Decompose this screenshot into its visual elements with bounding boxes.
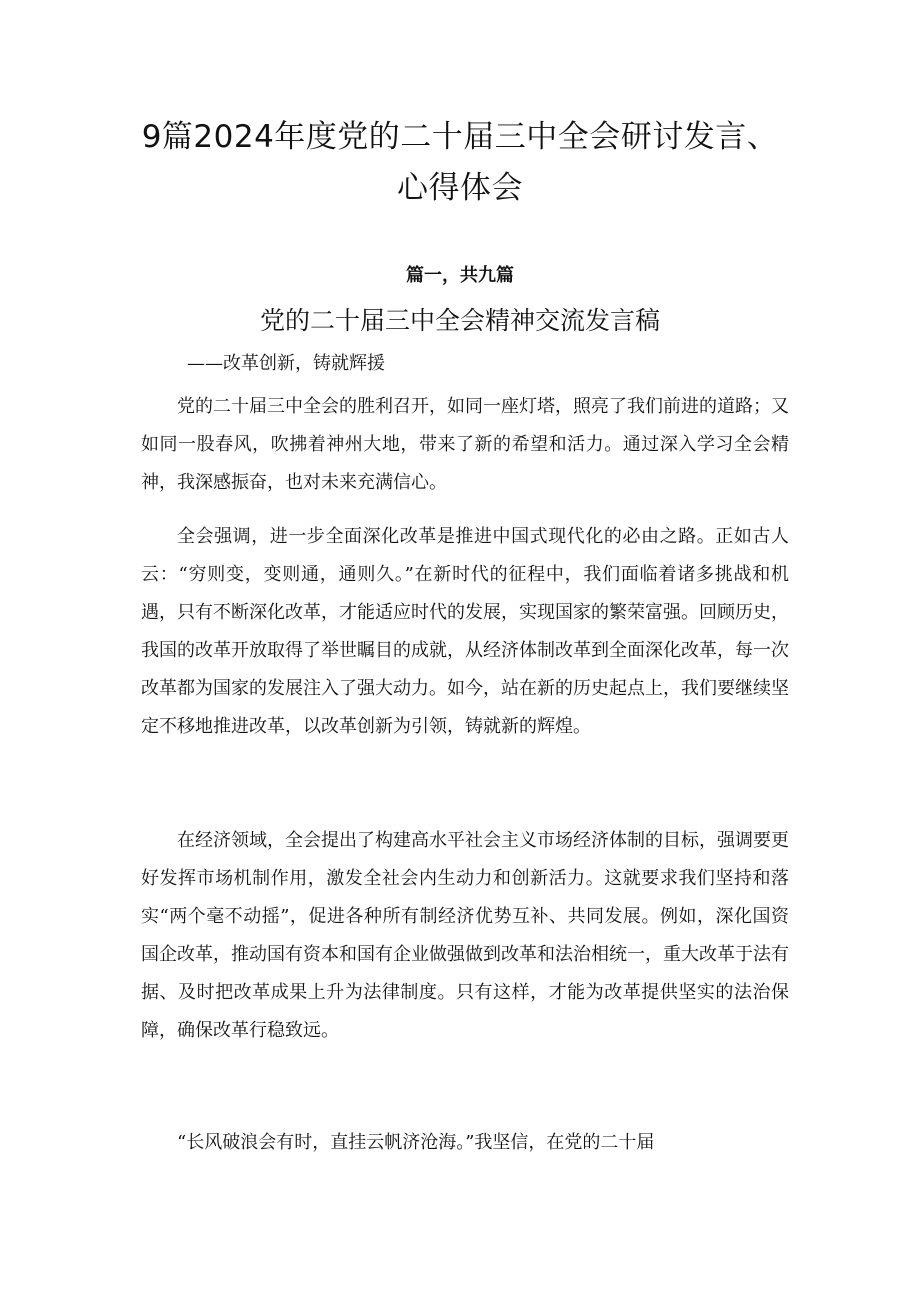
section-label: 篇一，共九篇	[406, 265, 514, 286]
body-paragraph: 全会强调，进一步全面深化改革是推进中国式现代化的必由之路。正如古人云：“穷则变，变则通，通则久。”在新时代的征程中，我们面临着诸多挑战和机遇，只有不断深化改革，才能适应时代的发展，实现国家的繁荣富强。回顾历史，我国的改革开放取得了举世瞩目的成就，从经济体制改革到全面深化改革，每一次改革都为国家的发展注入了强大动力。如今，站在新的历史起点上，我们要继续坚定不移地推进改革，以改革创新为引领，铸就新的辉煌。	[141, 526, 789, 737]
body-paragraph: 在经济领域，全会提出了构建高水平社会主义市场经济体制的目标，强调要更好发挥市场机制作用，激发全社会内生动力和创新活力。这就要求我们坚持和落实“两个毫不动摇”，促进各种所有制经济优势互补、共同发展。例如，深化国资国企改革，推动国有资本和国有企业做强做到改革和法治相统一，重大改革于法有据、及时把改革成果上升为法律制度。只有这样，才能为改革提供坚实的法治保障，确保改革行稳致远。	[141, 830, 789, 1041]
body-paragraph: “长风破浪会有时，直挂云帆济沧海。”我坚信，在党的二十届	[177, 1132, 655, 1153]
document-title: 9篇2024年度党的二十届三中全会研讨发言、心得体会	[141, 119, 779, 206]
section-subtitle: ——改革创新，铸就辉援	[187, 353, 385, 374]
body-paragraph: 党的二十届三中全会的胜利召开，如同一座灯塔，照亮了我们前进的道路；又如同一股春风，吹拂着神州大地，带来了新的希望和活力。通过深入学习全会精神，我深感振奋，也对未来充满信心。	[141, 396, 789, 493]
section-title: 党的二十届三中全会精神交流发言稿	[259, 306, 660, 335]
